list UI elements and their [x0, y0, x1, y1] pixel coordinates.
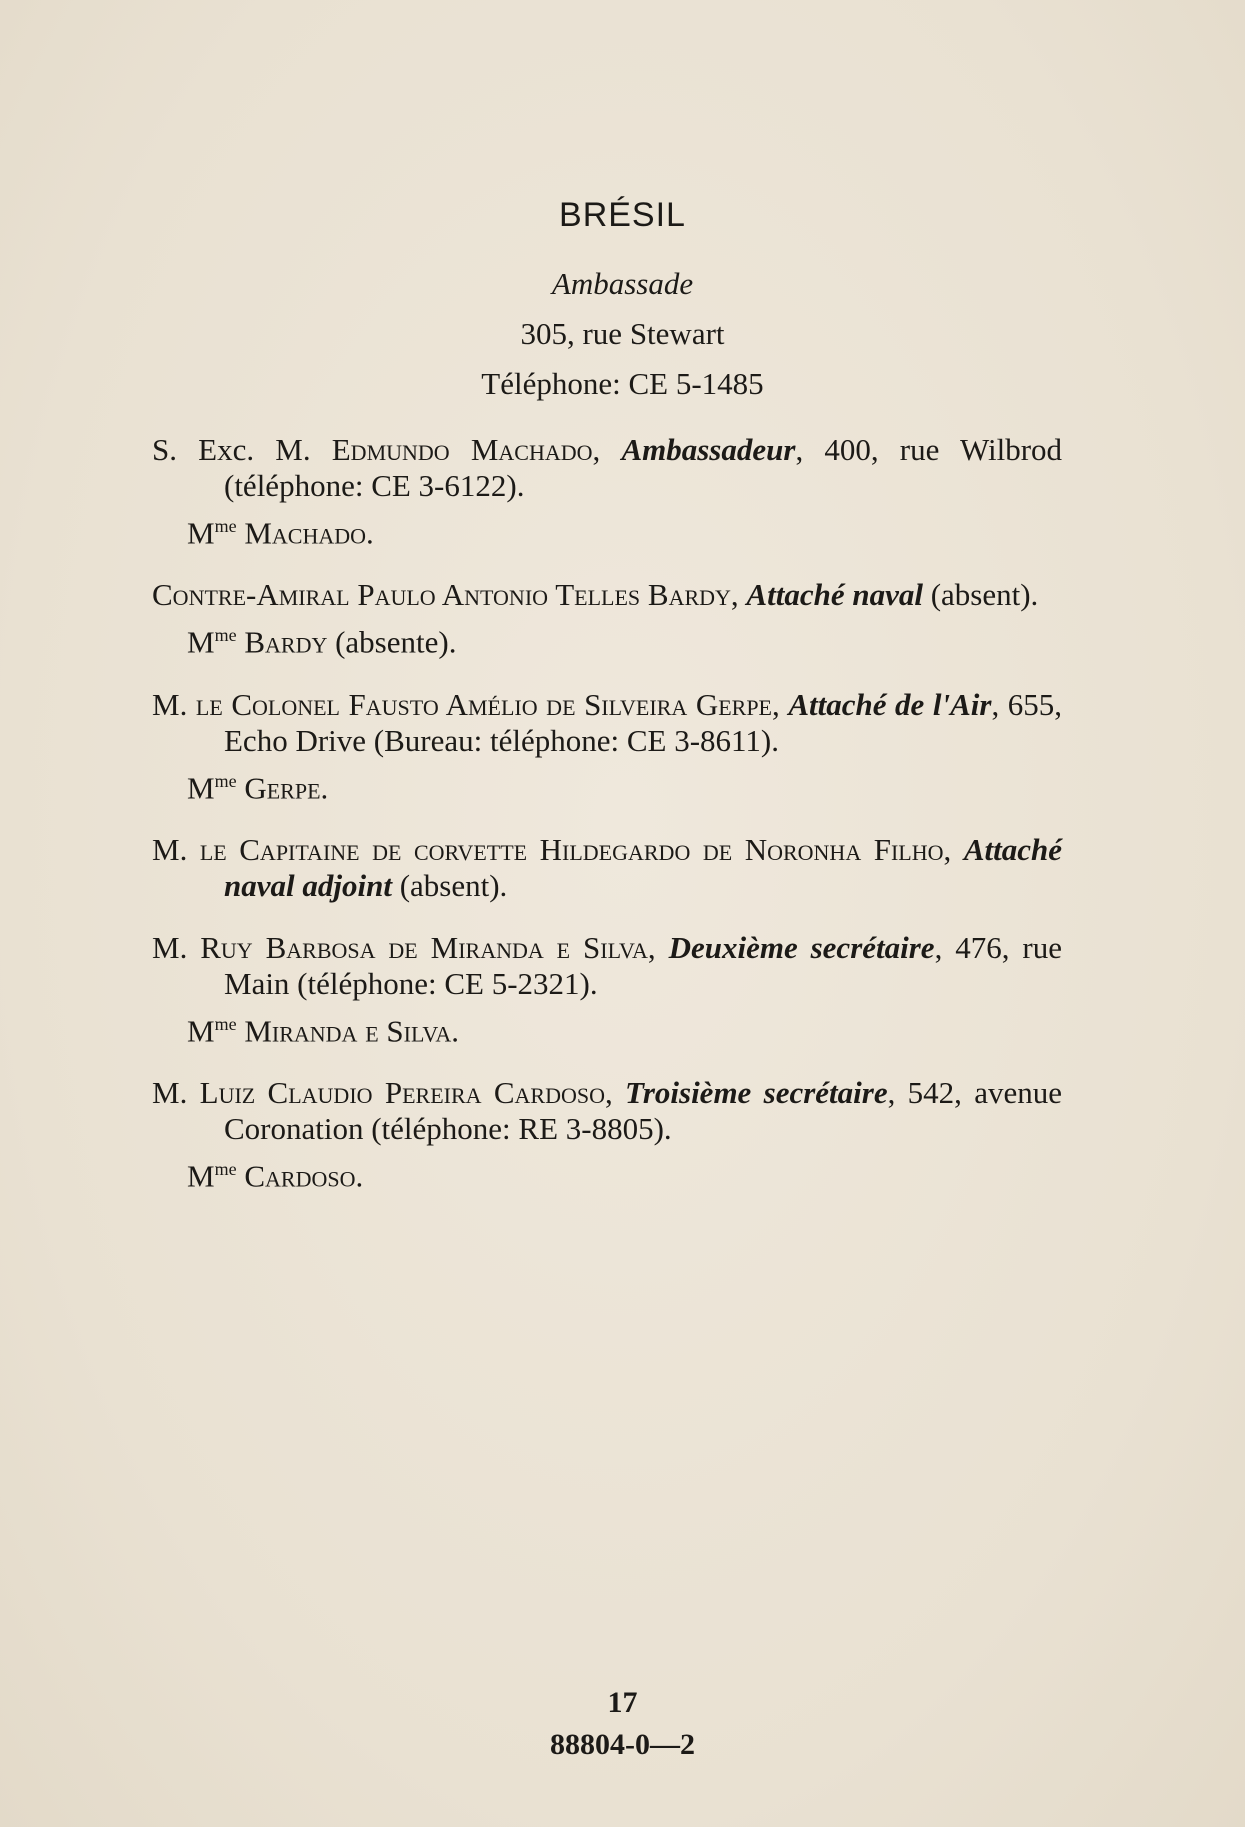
spouse-name: Miranda e Silva.	[244, 1013, 460, 1049]
spouse-details: (absente).	[327, 624, 457, 660]
spouse-prefix-sup: me	[214, 1159, 237, 1180]
entry-prefix: M.	[152, 929, 201, 965]
entry-details: , 400, rue Wilbrod (téléphone: CE 3-6122).	[224, 432, 1063, 503]
entry-title: Attaché naval adjoint	[224, 831, 1062, 903]
entry-text	[152, 687, 1062, 759]
page-title: BRÉSIL	[559, 196, 686, 234]
entry-sep: ,	[604, 1075, 626, 1111]
list-item	[152, 687, 1062, 806]
entry-text	[152, 577, 1062, 613]
entry-sep: ,	[772, 686, 789, 722]
entry-sep: ,	[592, 432, 622, 467]
spouse-name: Bardy	[244, 624, 328, 660]
entry-title: Attaché de l'Air	[788, 686, 992, 722]
spouse-line: $M^{me}$ Cardoso.	[187, 1158, 364, 1194]
list-item	[152, 832, 1062, 904]
spouse-line: $M^{me}$ Machado.	[187, 515, 374, 551]
entry-text	[152, 832, 1062, 904]
staff-list	[152, 432, 1062, 1221]
spouse-line: $M^{me}$ Bardy (absente).	[187, 624, 457, 660]
entry-prefix: M.	[152, 686, 196, 722]
entry-name: le Colonel Fausto Amélio de Silveira Gerpe	[195, 686, 772, 722]
list-item	[152, 432, 1062, 551]
entry-sep: ,	[647, 929, 669, 965]
entry-prefix: M.	[152, 831, 200, 867]
spouse-name: Machado.	[244, 515, 374, 551]
entry-name: Ruy Barbosa de Miranda e Silva	[200, 929, 648, 965]
entry-details: (absent).	[922, 577, 1039, 613]
spouse-line: $M^{me}$ Miranda e Silva.	[187, 1013, 460, 1049]
section-subtitle: Ambassade	[551, 266, 694, 301]
embassy-telephone: Téléphone: CE 5-1485	[481, 366, 764, 401]
entry-title: Troisième secrétaire	[625, 1075, 888, 1111]
list-item	[152, 577, 1062, 660]
entry-name: le Capitaine de corvette Hildegardo de Noronha Filho	[199, 831, 944, 867]
page-number: 17	[607, 1686, 638, 1719]
list-item	[152, 930, 1062, 1049]
spouse-line: $M^{me}$ Gerpe.	[187, 769, 329, 805]
entry-text	[152, 432, 1062, 504]
entry-title: Deuxième secrétaire	[668, 929, 935, 965]
spouse-name: Gerpe.	[244, 769, 329, 805]
entry-sep: ,	[943, 831, 964, 867]
entry-details: , 542, avenue Coronation (téléphone: RE 3-8805).	[224, 1075, 1062, 1147]
spouse-name: Cardoso.	[244, 1158, 364, 1194]
entry-text	[152, 1075, 1062, 1147]
spouse-prefix-sup: me	[214, 625, 237, 646]
entry-prefix: S. Exc. M.	[152, 432, 332, 467]
entry-name: Luiz Claudio Pereira Cardoso	[199, 1075, 605, 1111]
spouse-prefix-sup: me	[214, 770, 237, 791]
entry-name: Edmundo Machado	[331, 432, 593, 467]
entry-details: , 655, Echo Drive (Bureau: téléphone: CE 3-8611).	[224, 686, 1062, 758]
entry-sep: ,	[730, 577, 747, 613]
spouse-prefix-sup: me	[214, 516, 237, 536]
print-code: 88804-0—2	[550, 1728, 695, 1761]
entry-name: Contre-Amiral Paulo Antonio Telles Bardy	[152, 577, 731, 613]
entry-prefix: M.	[152, 1075, 200, 1111]
entry-title: Attaché naval	[746, 577, 923, 613]
entry-details: (absent).	[391, 867, 508, 903]
embassy-address: 305, rue Stewart	[520, 316, 725, 351]
entry-text	[152, 930, 1062, 1002]
list-item	[152, 1075, 1062, 1194]
entry-title: Ambassadeur	[621, 432, 796, 467]
spouse-prefix-sup: me	[214, 1013, 237, 1034]
entry-details: , 476, rue Main (téléphone: CE 5-2321).	[224, 929, 1062, 1001]
